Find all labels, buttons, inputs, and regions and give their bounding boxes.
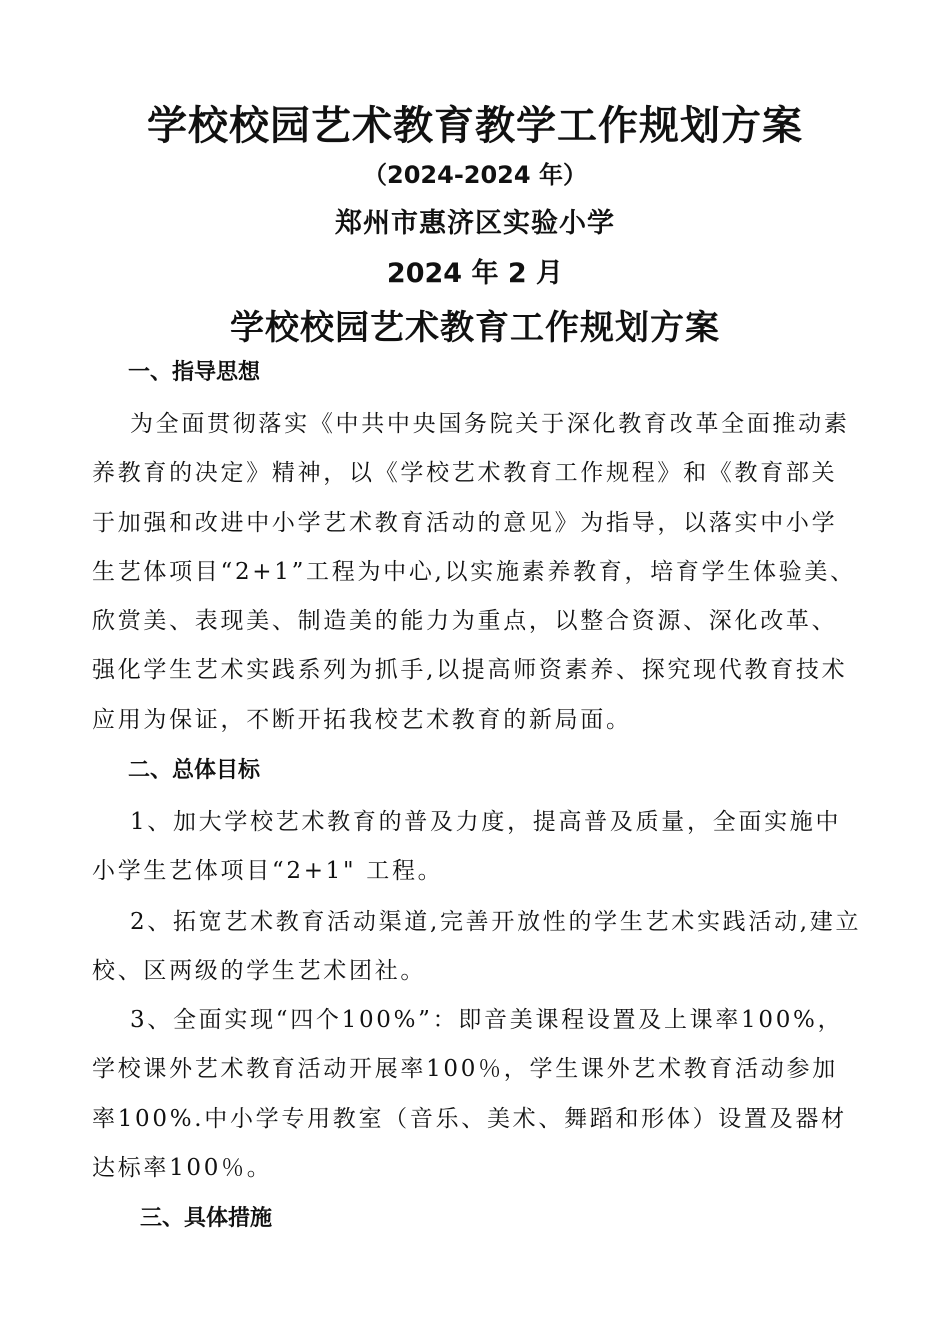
goal-item-3: 3、全面实现“四个100%”：即音美课程设置及上课率100%，学校课外艺术教育活动开展率100％，学生课外艺术教育活动参加率100%.中小学专用教室（音乐、美术、舞蹈和形体）设置及器材达标率100％。	[92, 1007, 847, 1181]
section-heading-overall-goals: 二、总体目标	[128, 758, 261, 783]
document-date: 2024 年 2 月	[386, 258, 564, 289]
section-heading-specific-measures: 三、具体措施	[140, 1206, 273, 1231]
paragraph-guiding-thought: 为全面贯彻落实《中共中央国务院关于深化教育改革全面推动素养教育的决定》精神，以《学校艺术教育工作规程》和《教育部关于加强和改进中小学艺术教育活动的意见》为指导，以落实中小学生艺体项目“2+1”工程为中心,以实施素养教育，培育学生体验美、欣赏美、表现美、制造美的能力为重点，以整合资源、深化改革、强化学生艺术实践系列为抓手,以提高师资素养、探究现代教育技术应用为保证，不断开拓我校艺术教育的新局面。	[92, 411, 856, 733]
goal-item-1: 1、加大学校艺术教育的普及力度，提高普及质量，全面实施中小学生艺体项目“2+1" 工程。	[92, 809, 842, 885]
sub-title: 学校校园艺术教育工作规划方案	[230, 308, 720, 348]
section-heading-guiding-thought: 一、指导思想	[128, 360, 261, 385]
school-name: 郑州市惠济区实验小学	[335, 208, 615, 239]
main-title: 学校校园艺术教育教学工作规划方案	[147, 102, 803, 149]
year-range: （2024-2024 年）	[363, 161, 587, 189]
goal-item-2: 2、拓宽艺术教育活动渠道,完善开放性的学生艺术实践活动,建立校、区两级的学生艺术团社。	[92, 909, 862, 985]
